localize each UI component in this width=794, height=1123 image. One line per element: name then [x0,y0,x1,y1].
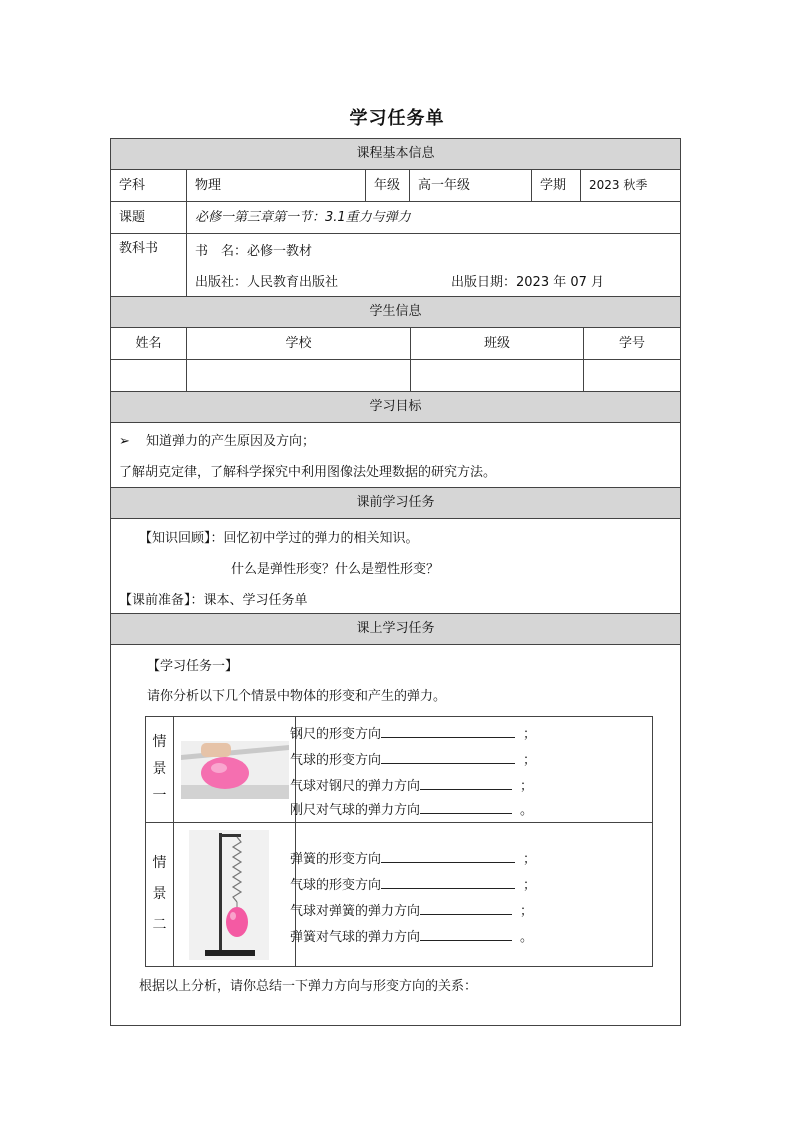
objectives-body [111,423,680,488]
summary-answer-area[interactable] [139,995,659,1021]
scene-two-line-3-end: ； [520,904,534,919]
scene-two-char-3: 二 [152,917,167,933]
grade-value: 高一年级 [409,170,531,201]
scene-two-photo-cell [173,822,296,966]
answer-blank[interactable] [381,850,515,863]
scene-two-row [146,822,652,966]
scene-two-line-1-text: 弹簧的形变方向 [290,852,382,867]
pre-class-preparation: 【课前准备】：课本、学习任务单 [119,593,308,608]
textbook-details [186,234,680,296]
scene-one-line-4-text: 刚尺对气球的弹力方向 [290,803,421,818]
objective-item-2: 了解胡克定律，了解科学探究中利用图像法处理数据的研究方法。 [119,465,497,480]
scene-one-line-2-text: 气球的形变方向 [290,753,382,768]
publication-date: 出版日期：2023 年 07 月 [451,275,605,290]
scenario-table [145,716,653,967]
balloon-on-spring-image [189,830,269,960]
student-col-school: 学校 [186,328,410,359]
scene-one-line-2-end: ； [523,753,537,768]
summary-prompt: 根据以上分析，请你总结一下弹力方向与形变方向的关系： [139,979,478,994]
scene-two-line-4 [290,926,533,945]
page-title: 学习任务单 [349,108,445,129]
section-header-course-info: 课程基本信息 [111,139,680,170]
task-one-title: 【学习任务一】 [147,659,239,674]
knowledge-review: 【知识回顾】：回忆初中学过的弹力的相关知识。 [139,531,419,546]
student-school-cell[interactable] [186,360,410,391]
book-name: 书 名：必修一教材 [195,244,313,259]
answer-blank[interactable] [381,876,515,889]
grade-label: 年级 [365,170,409,201]
textbook-label: 教科书 [119,241,159,256]
balloon-under-ruler-image [181,741,289,799]
course-row-topic [111,202,680,234]
scene-two-line-3 [290,900,533,919]
spring-balloon-photo [189,830,269,960]
scene-two-char-2: 景 [152,886,167,902]
scene-one-line-4-end: 。 [520,803,534,818]
scene-one-line-4 [290,799,533,818]
scene-two-line-2 [290,874,536,893]
student-id-cell[interactable] [583,360,680,391]
scene-two-label [146,822,174,966]
publisher: 出版社：人民教育出版社 [195,275,339,290]
scene-one-char-2: 景 [152,761,167,777]
scene-two-line-1-end: ； [523,852,537,867]
pre-class-body [111,519,680,614]
task-one-instruction: 请你分析以下几个情景中物体的形变和产生的弹力。 [147,689,447,704]
student-col-class: 班级 [410,328,583,359]
scene-one-char-1: 情 [152,734,167,750]
student-header-row [111,328,680,360]
scene-two-line-4-text: 弹簧对气球的弹力方向 [290,930,421,945]
answer-blank[interactable] [420,928,512,941]
subject-value: 物理 [186,170,365,201]
section-header-objectives: 学习目标 [111,392,680,423]
objective-text-1: 知道弹力的产生原因及方向； [146,434,316,449]
answer-blank[interactable] [420,902,512,915]
scene-one-row [146,717,652,823]
scene-one-line-3 [290,775,533,794]
student-name-cell[interactable] [111,360,186,391]
student-col-name: 姓名 [135,336,162,351]
review-question: 什么是弹性形变？什么是塑性形变？ [231,562,440,577]
subject-label: 学科 [119,178,146,193]
scene-one-line-3-text: 气球对钢尺的弹力方向 [290,779,421,794]
section-header-student-info: 学生信息 [111,297,680,328]
answer-blank[interactable] [420,777,512,790]
scene-one-photo-cell [173,717,296,822]
course-row-textbook [111,234,680,297]
term-value: 2023 秋季 [580,170,680,201]
answer-blank[interactable] [420,801,512,814]
scene-one-line-1-end: ； [523,727,537,742]
student-input-row [111,360,680,392]
answer-blank[interactable] [381,725,515,738]
scene-two-line-3-text: 气球对弹簧的弹力方向 [290,904,421,919]
scene-one-line-1-text: 钢尺的形变方向 [290,727,382,742]
balloon-ruler-photo [181,741,289,799]
student-col-id: 学号 [583,328,680,359]
student-class-cell[interactable] [410,360,583,391]
scene-one-char-3: 一 [152,788,167,804]
scene-two-char-1: 情 [152,855,167,871]
bullet-arrow-icon: ➢ [119,434,130,449]
answer-blank[interactable] [381,751,515,764]
scene-one-line-1 [290,723,536,742]
course-row-subject [111,170,680,202]
scene-two-line-4-end: 。 [520,930,534,945]
task-sheet-table [110,138,681,1026]
scene-two-line-2-text: 气球的形变方向 [290,878,382,893]
topic-label: 课题 [119,210,146,225]
scene-one-label [146,717,174,822]
section-header-pre-class: 课前学习任务 [111,488,680,519]
term-label: 学期 [531,170,580,201]
topic-value: 必修一第三章第一节：3.1重力与弹力 [186,202,680,233]
section-header-in-class: 课上学习任务 [111,614,680,645]
scene-one-line-2 [290,749,536,768]
objective-item-1 [119,430,315,449]
scene-two-line-1 [290,848,536,867]
scene-one-line-3-end: ； [520,779,534,794]
scene-two-line-2-end: ； [523,878,537,893]
